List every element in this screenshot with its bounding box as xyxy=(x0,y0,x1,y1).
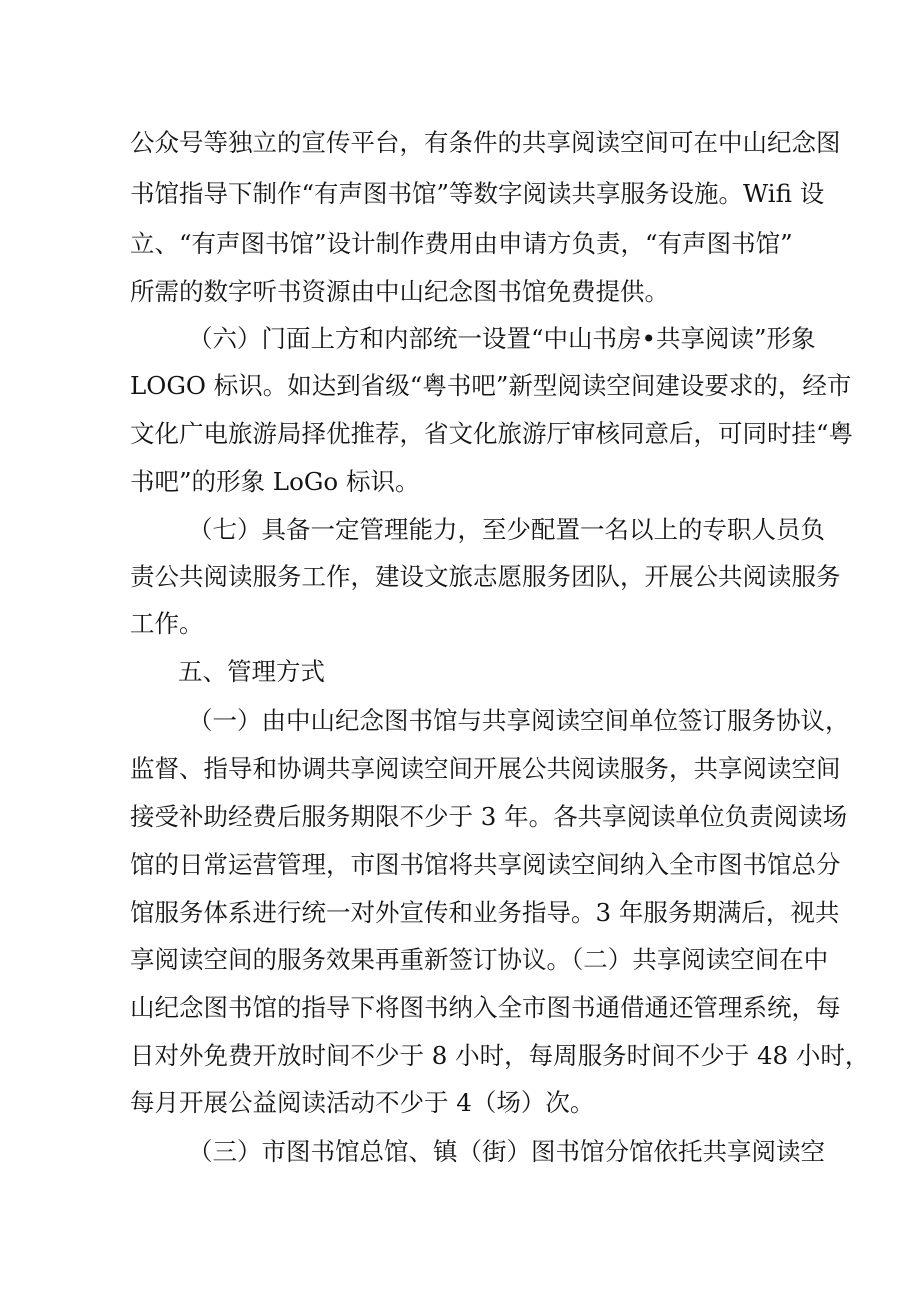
paragraph-line: 立、“有声图书馆”设计制作费用由申请方负责，“有声图书馆” xyxy=(130,229,793,258)
paragraph-line: 馆服务体系进行统一对外宣传和业务指导。3 年服务期满后，视共 xyxy=(130,898,840,927)
paragraph-line: 馆的日常运营管理，市图书馆将共享阅读空间纳入全市图书馆总分 xyxy=(130,850,841,879)
paragraph-line: 书馆指导下制作“有声图书馆”等数字阅读共享服务设施。Wifi 设 xyxy=(130,179,825,208)
paragraph-line: （七）具备一定管理能力，至少配置一名以上的专职人员负 xyxy=(188,515,825,544)
paragraph-line: LOGO 标识。如达到省级“粤书吧”新型阅读空间建设要求的，经市 xyxy=(130,371,852,400)
paragraph-line: 每月开展公益阅读活动不少于 4（场）次。 xyxy=(130,1088,595,1117)
paragraph-line: 文化广电旅游局择优推荐，省文化旅游厅审核同意后，可同时挂“粤 xyxy=(130,419,854,448)
paragraph-line: （六）门面上方和内部统一设置“中山书房•共享阅读”形象 xyxy=(188,324,816,353)
paragraph-line: 山纪念图书馆的指导下将图书纳入全市图书通借通还管理系统，每 xyxy=(130,993,841,1022)
paragraph-line: 所需的数字听书资源由中山纪念图书馆免费提供。 xyxy=(130,277,669,306)
paragraph-line: 公众号等独立的宣传平台，有条件的共享阅读空间可在中山纪念图 xyxy=(130,128,841,157)
paragraph-line: 享阅读空间的服务效果再重新签订协议。（二）共享阅读空间在中 xyxy=(130,945,829,974)
paragraph-line: （三）市图书馆总馆、镇（街）图书馆分馆依托共享阅读空 xyxy=(188,1137,825,1166)
paragraph-line: 工作。 xyxy=(130,609,204,638)
paragraph-line: 责公共阅读服务工作，建设文旅志愿服务团队，开展公共阅读服务 xyxy=(130,562,841,591)
section-heading: 五、管理方式 xyxy=(178,657,325,686)
paragraph-line: 监督、指导和协调共享阅读空间开展公共阅读服务，共享阅读空间 xyxy=(130,754,841,783)
paragraph-line: （一）由中山纪念图书馆与共享阅读空间单位签订服务协议， xyxy=(188,706,850,735)
paragraph-line: 书吧”的形象 LoGo 标识。 xyxy=(130,467,420,496)
paragraph-line: 日对外免费开放时间不少于 8 小时，每周服务时间不少于 48 小时， xyxy=(130,1041,870,1070)
paragraph-line: 接受补助经费后服务期限不少于 3 年。各共享阅读单位负责阅读场 xyxy=(130,802,848,831)
